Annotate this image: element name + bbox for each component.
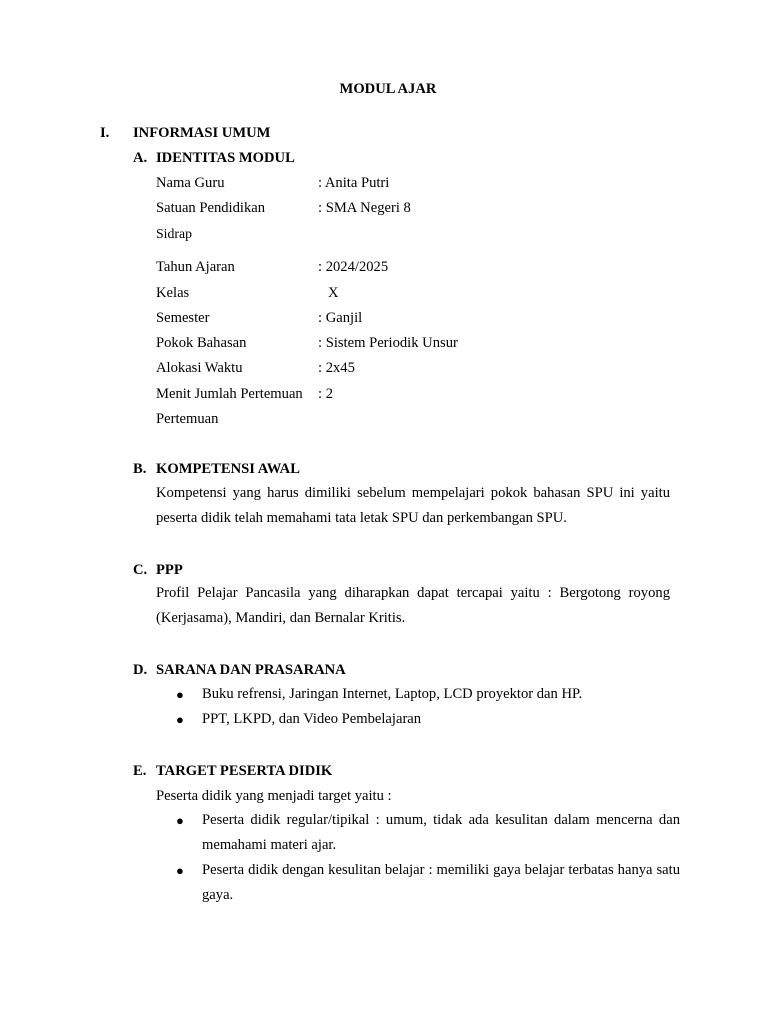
bullet-icon: ● <box>176 863 184 878</box>
subsection-b-title: KOMPETENSI AWAL <box>156 461 300 477</box>
identity-value: : 2024/2025 <box>318 259 389 275</box>
subsection-c-title: PPP <box>156 562 183 578</box>
identity-label: Pokok Bahasan <box>156 335 247 351</box>
bullet-icon: ● <box>176 813 184 828</box>
identity-value: : SMA Negeri 8 <box>318 200 411 216</box>
identity-label: Satuan Pendidikan <box>156 200 266 216</box>
identity-value: X <box>328 285 339 301</box>
document-title: MODUL AJAR <box>339 81 437 97</box>
identity-label: Kelas <box>156 285 190 301</box>
ppp-paragraph: Profil Pelajar Pancasila yang diharapkan dapat tercapai yaitu : Bergotong royong (Kerjasama), Mandiri, dan Bernalar Kritis. <box>156 585 670 626</box>
list-item-text: Peserta didik dengan kesulitan belajar : memiliki gaya belajar terbatas hanya satu gaya. <box>202 862 680 903</box>
target-intro: Peserta didik yang menjadi target yaitu : <box>156 788 392 804</box>
list-item-text: Buku refrensi, Jaringan Internet, Laptop, LCD proyektor dan HP. <box>202 686 583 702</box>
subsection-d-letter: D. <box>133 662 148 678</box>
list-item-text: PPT, LKPD, dan Video Pembelajaran <box>202 711 422 727</box>
identity-label: Tahun Ajaran <box>156 259 235 275</box>
kompetensi-awal-paragraph: Kompetensi yang harus dimiliki sebelum mempelajari pokok bahasan SPU ini yaitu peserta didik telah memahami tata letak SPU dan perkembangan SPU. <box>156 485 670 526</box>
identity-value: : Sistem Periodik Unsur <box>318 335 458 351</box>
subsection-a-title: IDENTITAS MODUL <box>156 150 295 166</box>
identity-label: Pertemuan <box>156 411 219 427</box>
subsection-b-letter: B. <box>133 461 147 477</box>
bullet-icon: ● <box>176 687 184 702</box>
subsection-e-letter: E. <box>133 763 147 779</box>
identity-value: : 2 <box>318 386 333 402</box>
identity-label: Sidrap <box>156 226 193 241</box>
section-title: INFORMASI UMUM <box>133 125 271 141</box>
identity-label: Nama Guru <box>156 175 225 191</box>
bullet-icon: ● <box>176 712 184 727</box>
identity-value: : Anita Putri <box>318 175 390 191</box>
subsection-e-title: TARGET PESERTA DIDIK <box>156 763 333 779</box>
subsection-d-title: SARANA DAN PRASARANA <box>156 662 346 678</box>
identity-label: Menit Jumlah Pertemuan <box>156 386 303 402</box>
subsection-a-letter: A. <box>133 150 148 166</box>
identity-value: : Ganjil <box>318 310 363 326</box>
section-numeral: I. <box>100 125 110 141</box>
list-item-text: Peserta didik regular/tipikal : umum, tidak ada kesulitan dalam mencerna dan memahami materi ajar. <box>202 812 680 853</box>
identity-label: Alokasi Waktu <box>156 360 243 376</box>
identity-label: Semester <box>156 310 210 326</box>
subsection-c-letter: C. <box>133 562 148 578</box>
identity-value: : 2x45 <box>318 360 355 376</box>
